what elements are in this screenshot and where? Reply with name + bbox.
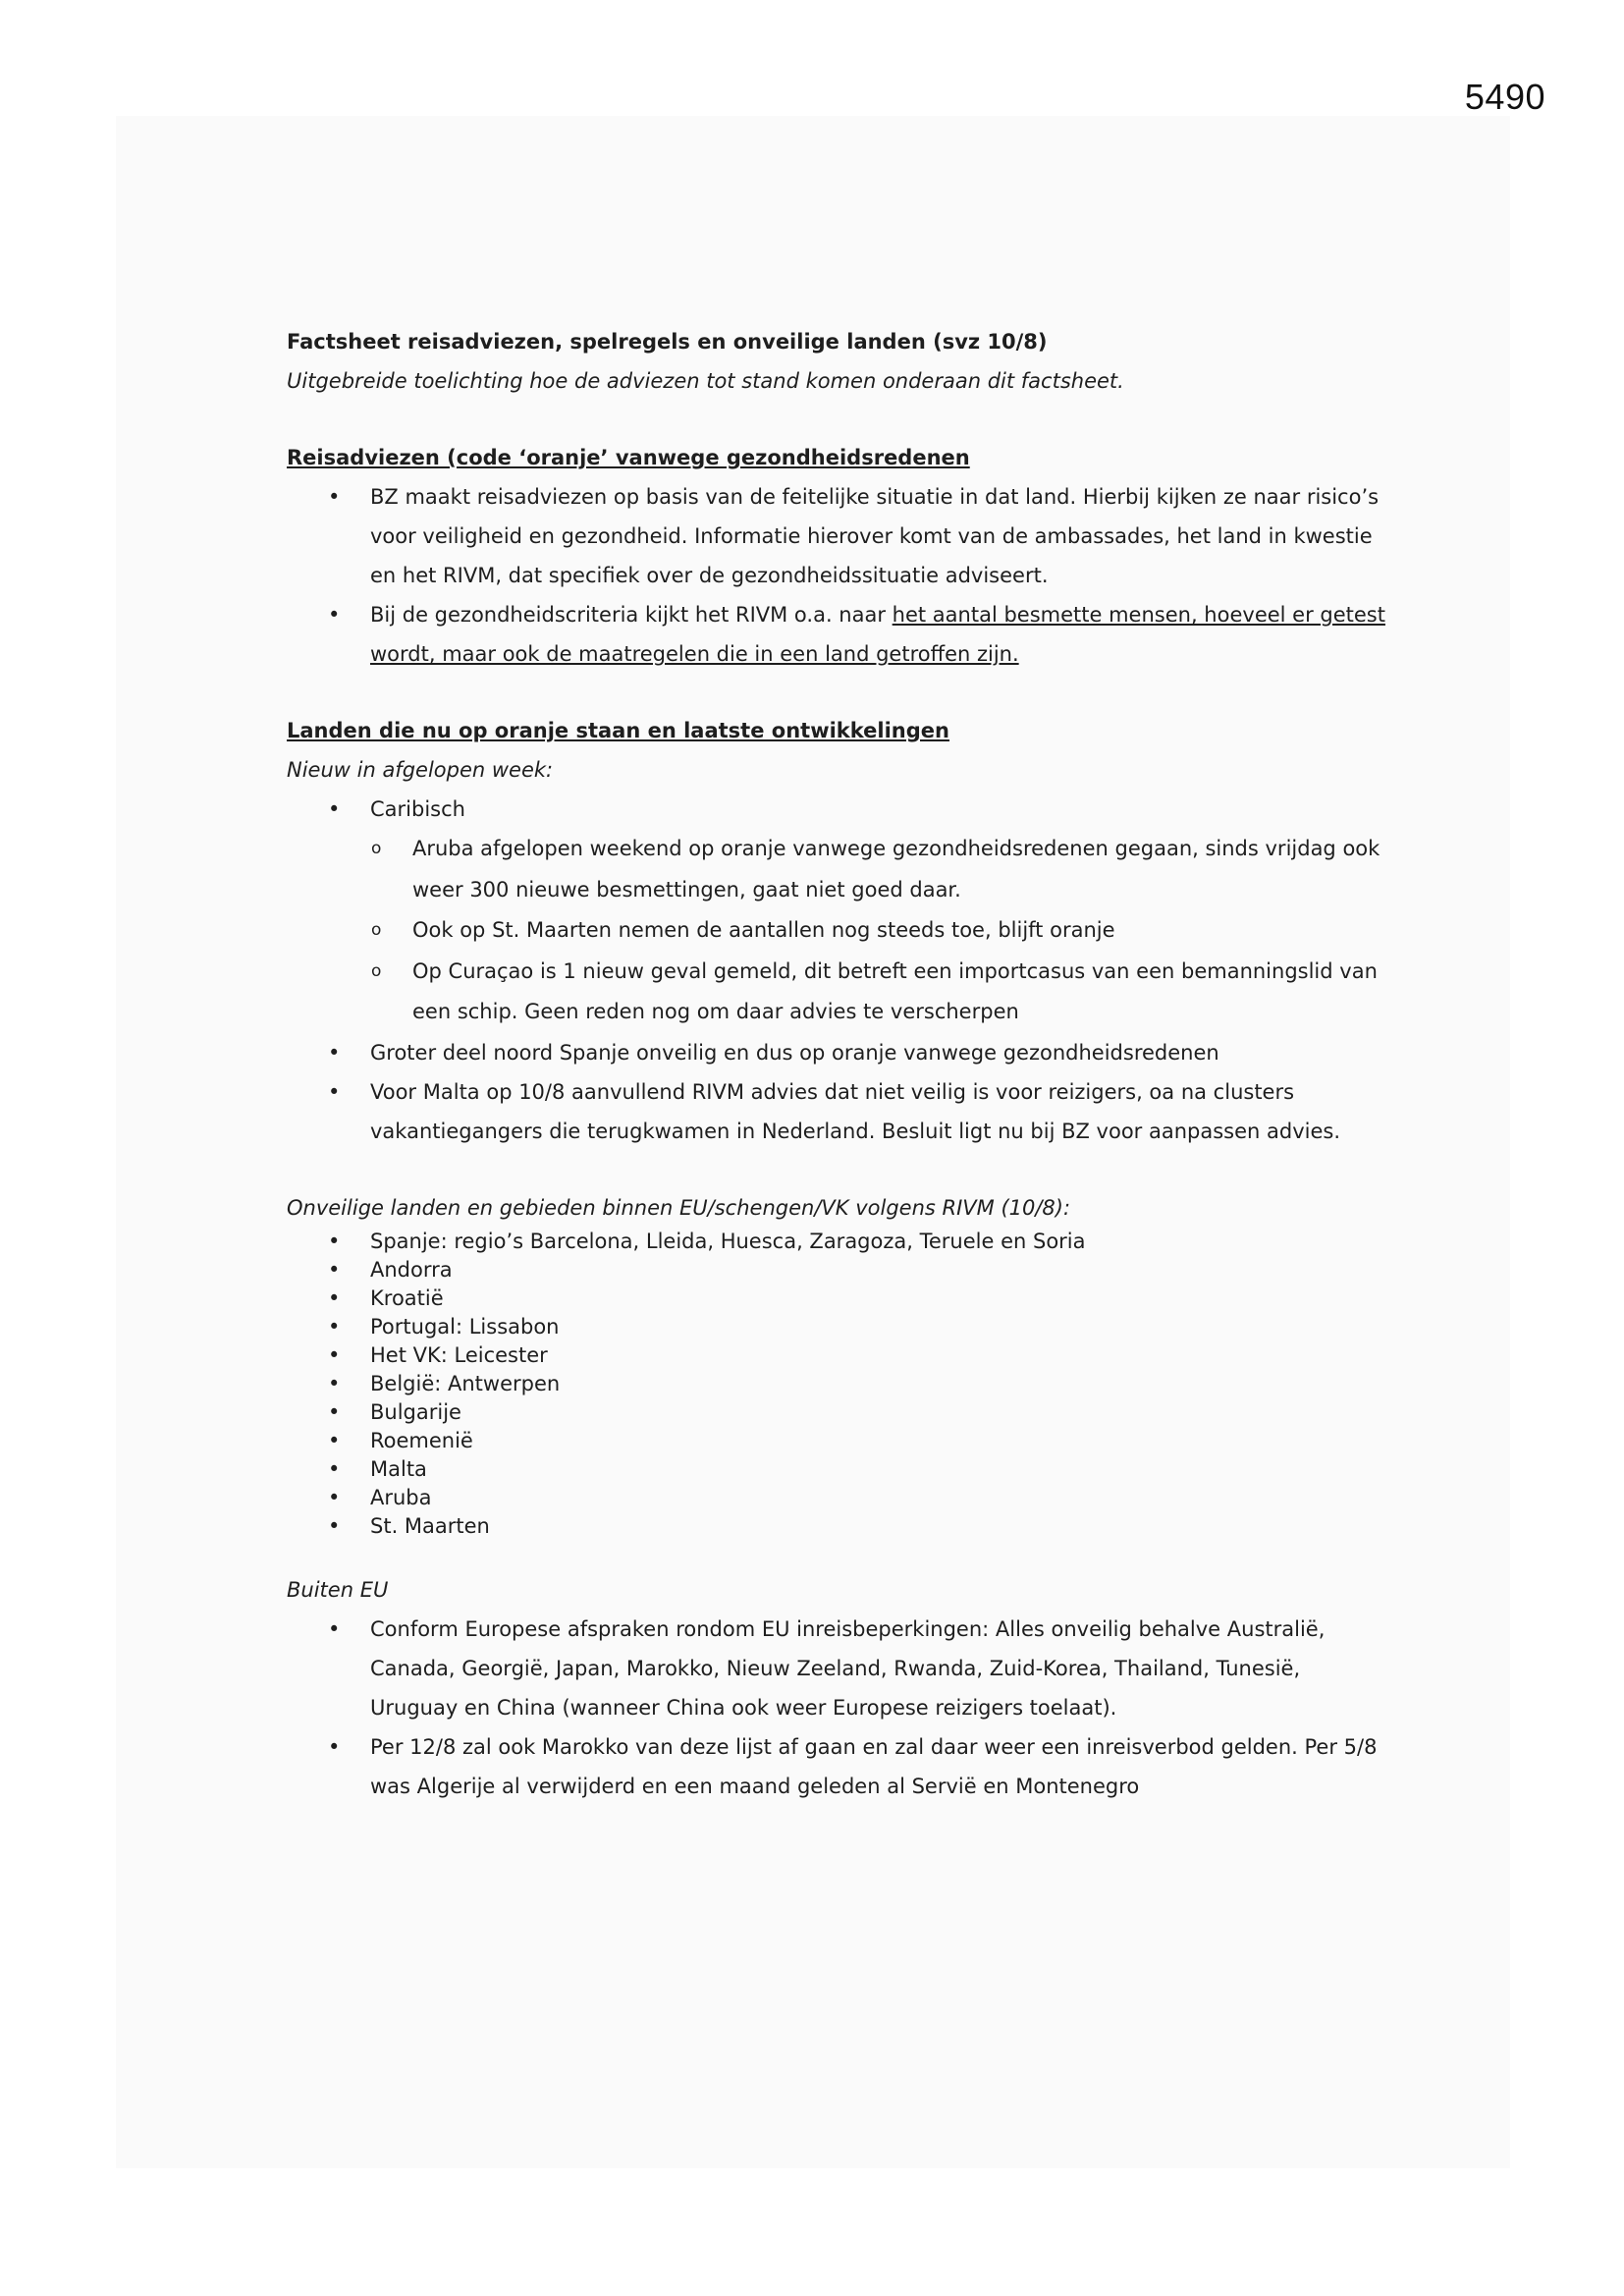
list-item: • Malta (287, 1455, 1386, 1484)
sub-list-item: o Aruba afgelopen weekend op oranje vanwege gezondheidsredenen gegaan, sinds vrijdag ook weer 300 nieuwe besmettingen, gaat niet goed daar. (287, 829, 1386, 910)
list-item: • Voor Malta op 10/8 aanvullend RIVM advies dat niet veilig is voor reizigers, oa na clusters vakantiegangers die terugkwamen in Nederland. Besluit ligt nu bij BZ voor aanpassen advies. (287, 1072, 1386, 1151)
list-item: • Per 12/8 zal ook Marokko van deze lijst af gaan en zal daar weer een inreisverbod gelden. Per 5/8 was Algerije al verwijderd en een maand geleden al Servië en Montenegro (287, 1727, 1386, 1806)
list-item: • Aruba (287, 1484, 1386, 1512)
document-body (287, 322, 1386, 1806)
list-item: • Het VK: Leicester (287, 1341, 1386, 1370)
document-subtitle: Uitgebreide toelichting hoe de adviezen tot stand komen onderaan dit factsheet. (287, 369, 1124, 393)
section-heading-onveilige-landen: Onveilige landen en gebieden binnen EU/schengen/VK volgens RIVM (10/8): (287, 1195, 1071, 1220)
list-item: • Conform Europese afspraken rondom EU inreisbeperkingen: Alles onveilig behalve Australië, Canada, Georgië, Japan, Marokko, Nieuw Zeeland, Rwanda, Zuid-Korea, Thailand, Tunesië, Uruguay en China (wanneer China ook weer Europese reizigers toelaat). (287, 1610, 1386, 1727)
list-item-text: Caribisch (370, 797, 465, 821)
ontwikkelingen-list (287, 790, 1386, 1151)
document-title: Factsheet reisadviezen, spelregels en onveilige landen (svz 10/8) (287, 330, 1048, 354)
list-item: • Kroatië (287, 1285, 1386, 1313)
list-item: • St. Maarten (287, 1512, 1386, 1541)
list-item-text: BZ maakt reisadviezen op basis van de feitelijke situatie in dat land. Hierbij kijken ze naar risico’s voor veiligheid en gezondheid. Informatie hierover komt van de ambassades, het land in kwestie en het RIVM, dat specifiek over de gezondheidssituatie adviseert. (370, 485, 1380, 587)
caribisch-sublist (287, 829, 1386, 1033)
reisadviezen-list (287, 477, 1386, 674)
list-item: • Portugal: Lissabon (287, 1313, 1386, 1341)
section-heading-reisadviezen: Reisadviezen (code ‘oranje’ vanwege gezondheidsredenen (287, 446, 970, 469)
page-number: 5490 (1464, 77, 1545, 117)
underlined-criteria-text: het aantal besmette mensen, hoeveel er getest wordt, maar ook de maatregelen die in een land getroffen zijn. (370, 603, 1385, 666)
onveilige-landen-list (287, 1228, 1386, 1541)
list-item: • Roemenië (287, 1427, 1386, 1455)
list-item: • Spanje: regio’s Barcelona, Lleida, Huesca, Zaragoza, Teruele en Soria (287, 1228, 1386, 1256)
list-item (287, 477, 1386, 595)
list-item: • Groter deel noord Spanje onveilig en dus op oranje vanwege gezondheidsredenen (287, 1033, 1386, 1072)
sub-list-item: o Op Curaçao is 1 nieuw geval gemeld, dit betreft een importcasus van een bemanningslid van een schip. Geen reden nog om daar advies te verscherpen (287, 952, 1386, 1033)
list-item: • Andorra (287, 1256, 1386, 1285)
section-heading-oranje-landen: Landen die nu op oranje staan en laatste ontwikkelingen (287, 719, 949, 742)
list-item-text: Bij de gezondheidscriteria kijkt het RIVM o.a. naar (370, 603, 893, 627)
list-item (287, 790, 1386, 829)
list-item: • Bulgarije (287, 1398, 1386, 1427)
sub-list-item: o Ook op St. Maarten nemen de aantallen nog steeds toe, blijft oranje (287, 910, 1386, 952)
section-heading-buiten-eu: Buiten EU (287, 1577, 389, 1602)
buiten-eu-list (287, 1610, 1386, 1806)
list-item: • België: Antwerpen (287, 1370, 1386, 1398)
subheading-nieuw: Nieuw in afgelopen week: (287, 758, 554, 782)
list-item (287, 595, 1386, 674)
